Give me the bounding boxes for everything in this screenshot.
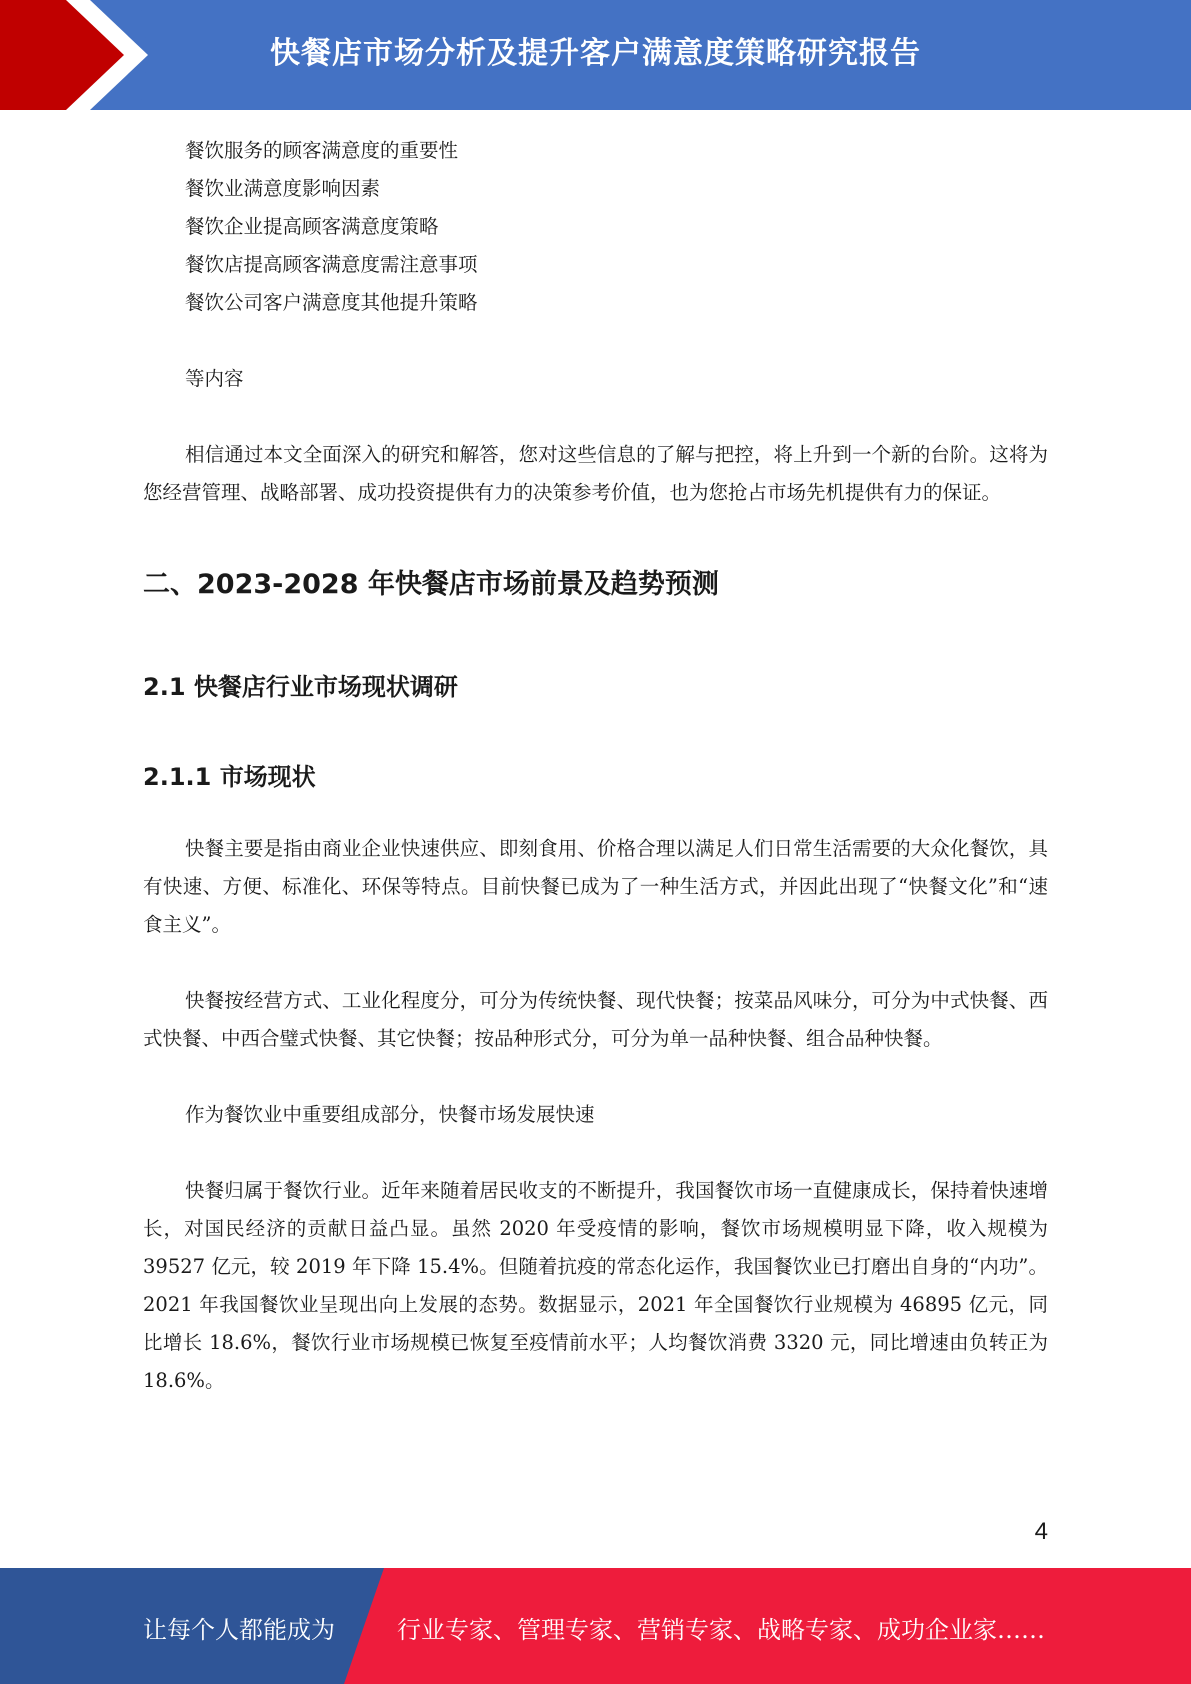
page-footer — [0, 1568, 1191, 1684]
body-paragraph: 作为餐饮业中重要组成部分，快餐市场发展快速 — [185, 1103, 595, 1126]
page-header — [0, 0, 1191, 110]
subsection-heading: 2.1 快餐店行业市场现状调研 — [143, 673, 458, 701]
body-paragraph: 快餐按经营方式、工业化程度分，可分为传统快餐、现代快餐；按菜品风味分，可分为中式快餐、西式快餐、中西合璧式快餐、其它快餐；按品种形式分，可分为单一品种快餐、组合品种快餐。 — [143, 989, 1048, 1050]
section-heading: 二、2023-2028 年快餐店市场前景及趋势预测 — [143, 569, 719, 600]
intro-paragraph: 相信通过本文全面深入的研究和解答，您对这些信息的了解与把控，将上升到一个新的台阶。这将为您经营管理、战略部署、成功投资提供有力的决策参考价值，也为您抢占市场先机提供有力的保证。 — [143, 443, 1048, 504]
report-title: 快餐店市场分析及提升客户满意度策略研究报告 — [270, 36, 921, 71]
toc-item: 餐饮企业提高顾客满意度策略 — [185, 215, 439, 238]
body-paragraph: 快餐归属于餐饮行业。近年来随着居民收支的不断提升，我国餐饮市场一直健康成长，保持着快速增长，对国民经济的贡献日益凸显。虽然 2020 年受疫情的影响，餐饮市场规模明显下降，收入规模为 39527 亿元，较 2019 年下降 15.4%。但随着抗疫的常态化运作，我国餐饮业已打磨出自身的“内功”。2021 年我国餐饮业呈现出向上发展的态势。数据显示，2021 年全国餐饮行业规模为 46895 亿元，同比增长 18.6%，餐饮行业市场规模已恢复至疫情前水平；人均餐饮消费 3320 元，同比增速由负转正为 18.6%。 — [143, 1179, 1048, 1392]
etc-line: 等内容 — [185, 367, 244, 390]
toc-item: 餐饮店提高顾客满意度需注意事项 — [185, 253, 478, 276]
toc-item: 餐饮服务的顾客满意度的重要性 — [185, 139, 459, 162]
footer-expert-list: 行业专家、管理专家、营销专家、战略专家、成功企业家…… — [397, 1616, 1045, 1644]
page-content — [143, 132, 1048, 1400]
header-arrow-icon — [0, 0, 160, 110]
toc-item: 餐饮公司客户满意度其他提升策略 — [185, 291, 478, 314]
page-number: 4 — [1034, 1518, 1048, 1545]
sub-subsection-heading: 2.1.1 市场现状 — [143, 763, 316, 791]
footer-slogan: 让每个人都能成为 — [143, 1616, 335, 1644]
toc-item: 餐饮业满意度影响因素 — [185, 177, 381, 200]
body-paragraph: 快餐主要是指由商业企业快速供应、即刻食用、价格合理以满足人们日常生活需要的大众化餐饮，具有快速、方便、标准化、环保等特点。目前快餐已成为了一种生活方式，并因此出现了“快餐文化”和“速食主义”。 — [143, 837, 1048, 936]
